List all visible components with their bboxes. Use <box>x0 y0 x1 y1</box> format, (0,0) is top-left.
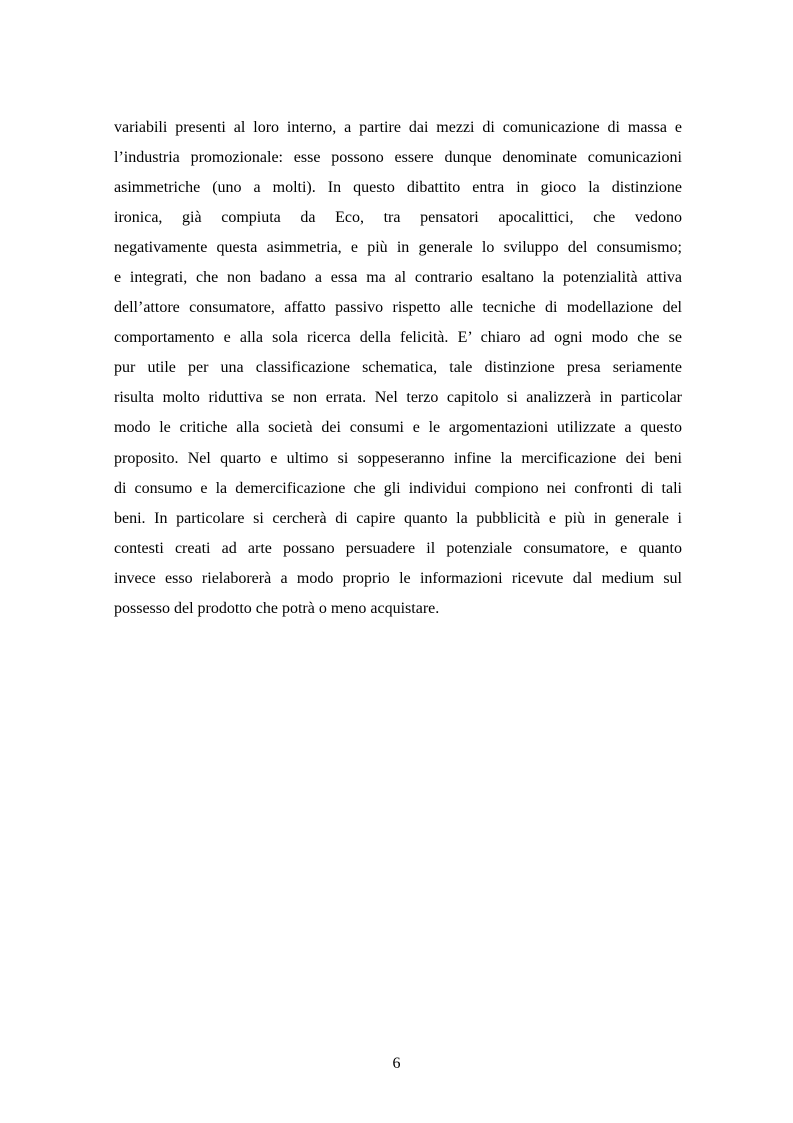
text-line: beni. In particolare si cercherà di capire quanto la pubblicità e più in generale i <box>114 509 682 527</box>
text-line: contesti creati ad arte possano persuadere il potenziale consumatore, e quanto <box>114 539 682 557</box>
text-line: invece esso rielaborerà a modo proprio le informazioni ricevute dal medium sul <box>114 569 682 587</box>
text-line: dell’attore consumatore, affatto passivo rispetto alle tecniche di modellazione del <box>114 299 682 317</box>
text-line: comportamento e alla sola ricerca della felicità. E’ chiaro ad ogni modo che se <box>114 329 682 347</box>
body-paragraph <box>114 113 682 624</box>
text-line: risulta molto riduttiva se non errata. Nel terzo capitolo si analizzerà in particolar <box>114 389 682 407</box>
text-line-last: possesso del prodotto che potrà o meno acquistare. <box>114 599 440 617</box>
text-line: di consumo e la demercificazione che gli individui compiono nei confronti di tali <box>114 479 682 497</box>
text-line: modo le critiche alla società dei consumi e le argomentazioni utilizzate a questo <box>114 419 682 437</box>
text-line: asimmetriche (uno a molti). In questo dibattito entra in gioco la distinzione <box>114 179 682 197</box>
text-line: e integrati, che non badano a essa ma al contrario esaltano la potenzialità attiva <box>114 269 682 287</box>
text-line: negativamente questa asimmetria, e più in generale lo sviluppo del consumismo; <box>114 239 682 257</box>
text-line: pur utile per una classificazione schematica, tale distinzione presa seriamente <box>114 359 682 377</box>
text-line: ironica, già compiuta da Eco, tra pensatori apocalittici, che vedono <box>114 209 682 227</box>
text-line: variabili presenti al loro interno, a partire dai mezzi di comunicazione di massa e <box>114 119 682 136</box>
page-number: 6 <box>392 1055 401 1072</box>
text-line: l’industria promozionale: esse possono essere dunque denominate comunicazioni <box>114 149 682 167</box>
text-line: proposito. Nel quarto e ultimo si soppeseranno infine la mercificazione dei beni <box>114 449 682 467</box>
